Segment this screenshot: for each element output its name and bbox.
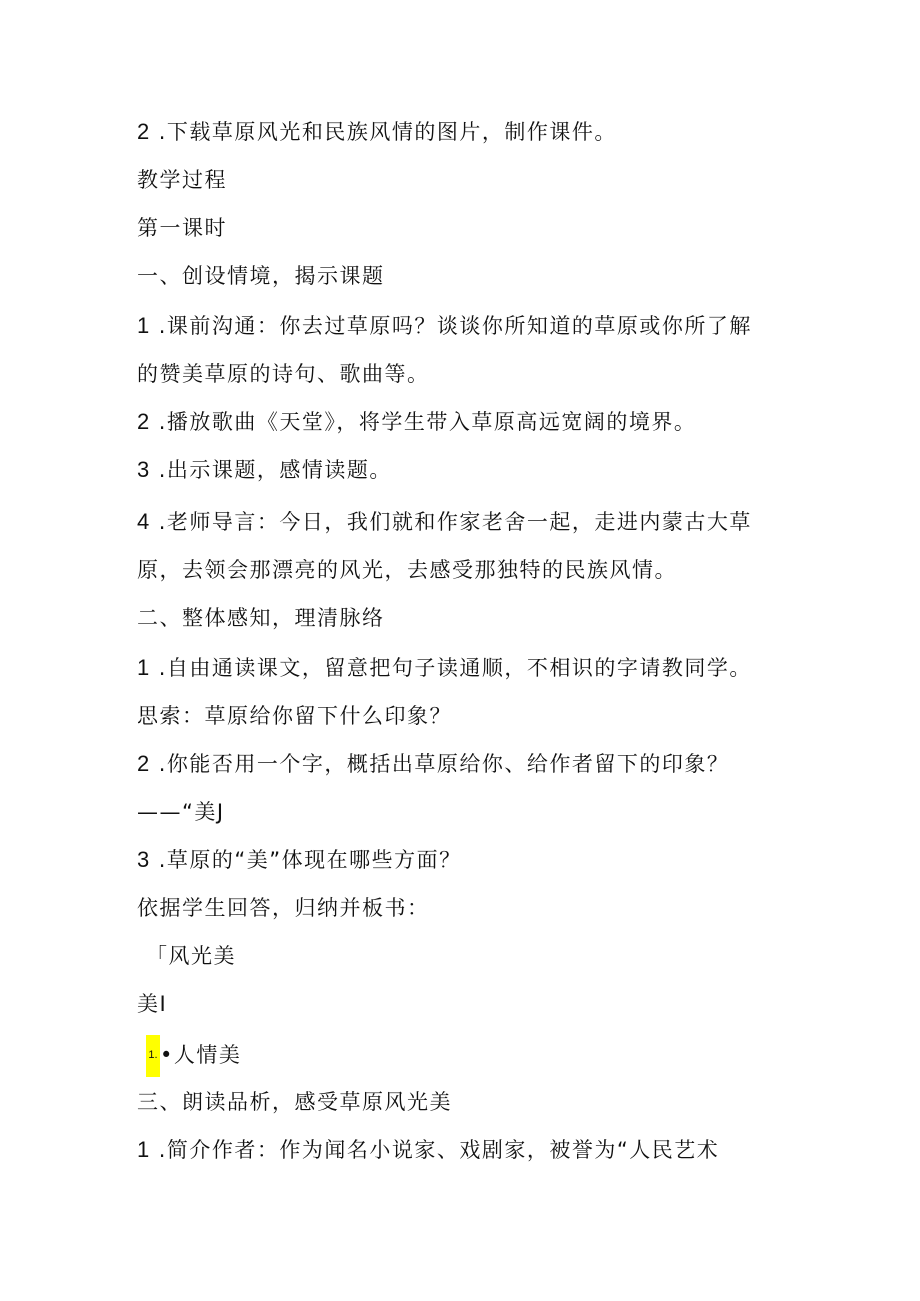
text-line <box>137 311 752 341</box>
section-heading <box>137 1087 452 1117</box>
line-text: ——“美J <box>137 800 225 824</box>
list-number: 1 <box>137 1137 151 1162</box>
line-text: .播放歌曲《天堂》，将学生带入草原高远宽阔的境界。 <box>158 410 697 434</box>
list-number: 1 <box>137 313 151 338</box>
list-number: 2 <box>137 409 151 434</box>
line-text: .草原的“美”体现在哪些方面？ <box>158 848 462 872</box>
text-line <box>137 555 677 585</box>
line-text: 一、创设情境，揭示课题 <box>137 264 385 288</box>
text-line <box>137 749 729 779</box>
line-text: 原，去领会那漂亮的风光，去感受那独特的民族风情。 <box>137 558 677 582</box>
line-text: .老师导言：今日，我们就和作家老舍一起，走进内蒙古大草 <box>158 510 752 534</box>
line-text: .你能否用一个字，概括出草原给你、给作者留下的印象？ <box>158 752 730 776</box>
board-line <box>137 989 167 1019</box>
line-text: 教学过程 <box>137 168 227 192</box>
board-line <box>146 1035 241 1077</box>
list-number: 3 <box>137 457 151 482</box>
line-text: .自由通读课文，留意把句子读通顺，不相识的字请教同学。 <box>158 656 752 680</box>
section-heading <box>137 213 227 243</box>
text-line <box>137 455 392 485</box>
text-line <box>137 893 430 923</box>
line-text: 依据学生回答，归纳并板书： <box>137 896 430 920</box>
section-heading <box>137 603 385 633</box>
highlight-mark: 1. <box>146 1035 160 1077</box>
text-line <box>137 797 225 827</box>
line-text: 三、朗读品析，感受草原风光美 <box>137 1090 452 1114</box>
list-number: 3 <box>137 847 151 872</box>
line-text: .课前沟通：你去过草原吗？谈谈你所知道的草原或你所了解 <box>158 314 752 338</box>
board-line <box>146 941 236 971</box>
text-line <box>137 845 462 875</box>
list-number: 1 <box>137 655 151 680</box>
line-text: .出示课题，感情读题。 <box>158 458 392 482</box>
line-text: •人情美 <box>160 1043 242 1067</box>
text-line <box>137 701 452 731</box>
line-text: .简介作者：作为闻名小说家、戏剧家，被誉为“人民艺术 <box>158 1138 720 1162</box>
section-heading <box>137 261 385 291</box>
line-text: 美I <box>137 992 168 1016</box>
text-line <box>137 653 752 683</box>
list-number: 2 <box>137 751 151 776</box>
line-text: 思索：草原给你留下什么印象？ <box>137 704 452 728</box>
line-text: 二、整体感知，理清脉络 <box>137 606 385 630</box>
text-line <box>137 407 696 437</box>
text-line <box>137 359 430 389</box>
text-line <box>137 1135 719 1165</box>
text-line <box>137 507 752 537</box>
list-number: 4 <box>137 509 151 534</box>
line-text: .下载草原风光和民族风情的图片，制作课件。 <box>158 120 617 144</box>
section-heading <box>137 165 227 195</box>
line-text: 第一课时 <box>137 216 227 240</box>
line-text: 「风光美 <box>146 944 236 968</box>
line-text: 的赞美草原的诗句、歌曲等。 <box>137 362 430 386</box>
text-line <box>137 117 617 147</box>
list-number: 2 <box>137 119 151 144</box>
